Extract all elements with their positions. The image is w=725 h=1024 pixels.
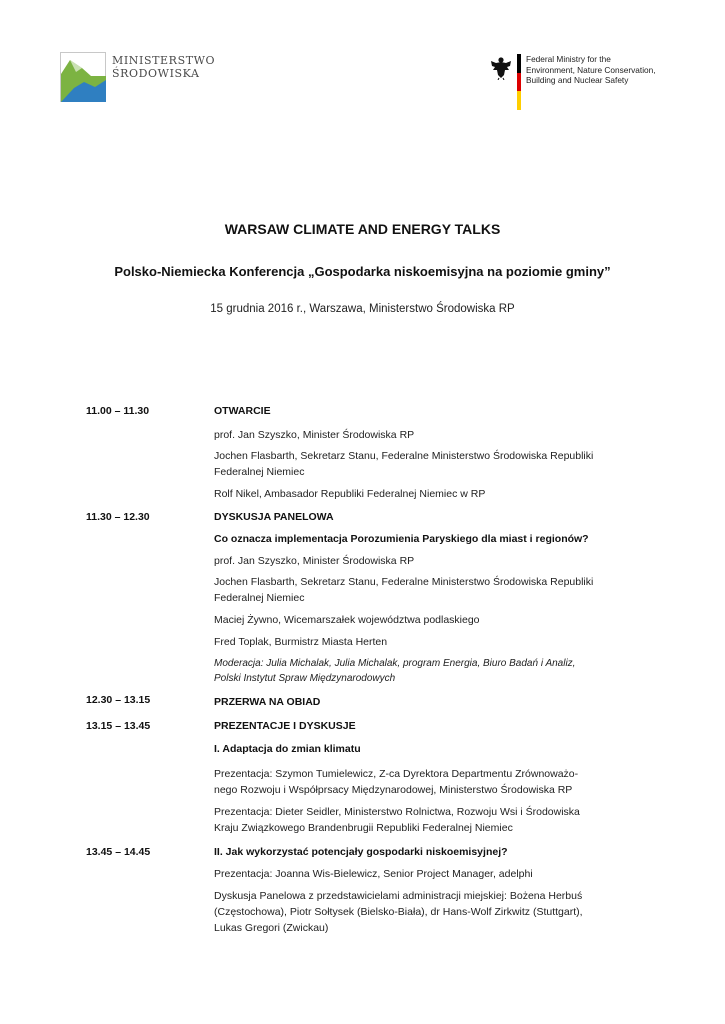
agenda-speaker: Maciej Żywno, Wicemarszałek województwa podlaskiego — [214, 614, 480, 626]
agenda-speaker: Federalnej Niemiec — [214, 466, 305, 478]
bmub-name — [526, 54, 656, 86]
agenda-speaker: Federalnej Niemiec — [214, 592, 305, 604]
ministry-name — [112, 54, 215, 80]
moderation-note: Polski Instytut Spraw Międzynarodowych — [214, 673, 396, 684]
agenda-heading-3: PRZERWA NA OBIAD — [214, 696, 321, 708]
agenda-time-5: 13.45 – 14.45 — [86, 846, 151, 858]
agenda-heading-2: DYSKUSJA PANELOWA — [214, 511, 334, 523]
agenda-time-1: 11.00 – 11.30 — [86, 405, 150, 417]
german-flag-bar — [517, 54, 521, 110]
agenda-speaker: Fred Toplak, Burmistrz Miasta Herten — [214, 636, 388, 648]
agenda-speaker: (Częstochowa), Piotr Sołtysek (Bielsko-Biała), dr Hans-Wolf Zirkwitz (Stuttgart), — [214, 906, 583, 918]
bmub-name-line1: Federal Ministry for the — [526, 54, 611, 64]
panel-question: Co oznacza implementacja Porozumienia Paryskiego dla miast i regionów? — [214, 533, 589, 545]
page-title: WARSAW CLIMATE AND ENERGY TALKS — [224, 221, 501, 237]
agenda-time-4: 13.15 – 13.45 — [86, 720, 151, 732]
agenda-speaker: Kraju Związkowego Brandenbrugii Republiki Federalnej Niemiec — [214, 822, 513, 834]
agenda-time-2: 11.30 – 12.30 — [86, 511, 150, 523]
agenda-heading-1: OTWARCIE — [214, 405, 271, 417]
agenda-time-3: 12.30 – 13.15 — [86, 694, 151, 706]
agenda-speaker: Dyskusja Panelowa z przedstawicielami administracji miejskiej: Bożena Herbuś — [214, 890, 583, 902]
agenda-speaker: prof. Jan Szyszko, Minister Środowiska RP — [214, 429, 415, 441]
bmub-name-line3: Building and Nuclear Safety — [526, 75, 629, 85]
bmub-name-line2: Environment, Nature Conservation, — [526, 64, 656, 75]
ministry-name-line2: ŚRODOWISKA — [112, 67, 200, 80]
agenda-speaker: Prezentacja: Dieter Seidler, Ministerstwo Rolnictwa, Rozwoju Wsi i Środowiska — [214, 806, 580, 818]
mountain-logo-icon — [60, 52, 106, 102]
agenda-speaker: Jochen Flasbarth, Sekretarz Stanu, Federalne Ministerstwo Środowiska Republiki — [214, 576, 594, 588]
agenda-speaker: Prezentacja: Joanna Wis-Bielewicz, Senior Project Manager, adelphi — [214, 868, 533, 880]
bmub-logo — [490, 54, 690, 114]
agenda-speaker: Rolf Nikel, Ambasador Republiki Federalnej Niemiec w RP — [214, 488, 486, 500]
date-location: 15 grudnia 2016 r., Warszawa, Ministerstwo Środowiska RP — [210, 303, 515, 315]
agenda-speaker: Prezentacja: Szymon Tumielewicz, Z-ca Dyrektora Departmentu Zrównoważo- — [214, 768, 579, 780]
ministry-name-line1: MINISTERSTWO — [112, 54, 216, 67]
agenda-speaker: Lukas Gregori (Zwickau) — [214, 922, 329, 934]
agenda-heading-5: II. Jak wykorzystać potencjały gospodarki niskoemisyjnej? — [214, 846, 508, 858]
ministerstwo-srodowiska-logo — [60, 52, 216, 104]
federal-eagle-icon — [490, 56, 512, 80]
agenda-speaker: Jochen Flasbarth, Sekretarz Stanu, Federalne Ministerstwo Środowiska Republiki — [214, 450, 594, 462]
agenda-speaker: nego Rozwoju i Współprsacy Międzynarodowej, Ministerstwo Środowiska RP — [214, 784, 573, 796]
agenda-speaker: prof. Jan Szyszko, Minister Środowiska RP — [214, 555, 415, 567]
session-subheading: I. Adaptacja do zmian klimatu — [214, 743, 361, 755]
conference-subtitle: Polsko-Niemiecka Konferencja „Gospodarka niskoemisyjna na poziomie gminy” — [114, 264, 611, 279]
agenda-heading-4: PREZENTACJE I DYSKUSJE — [214, 720, 356, 732]
moderation-note: Moderacja: Julia Michalak, Julia Michalak, program Energia, Biuro Badań i Analiz, — [214, 658, 576, 669]
